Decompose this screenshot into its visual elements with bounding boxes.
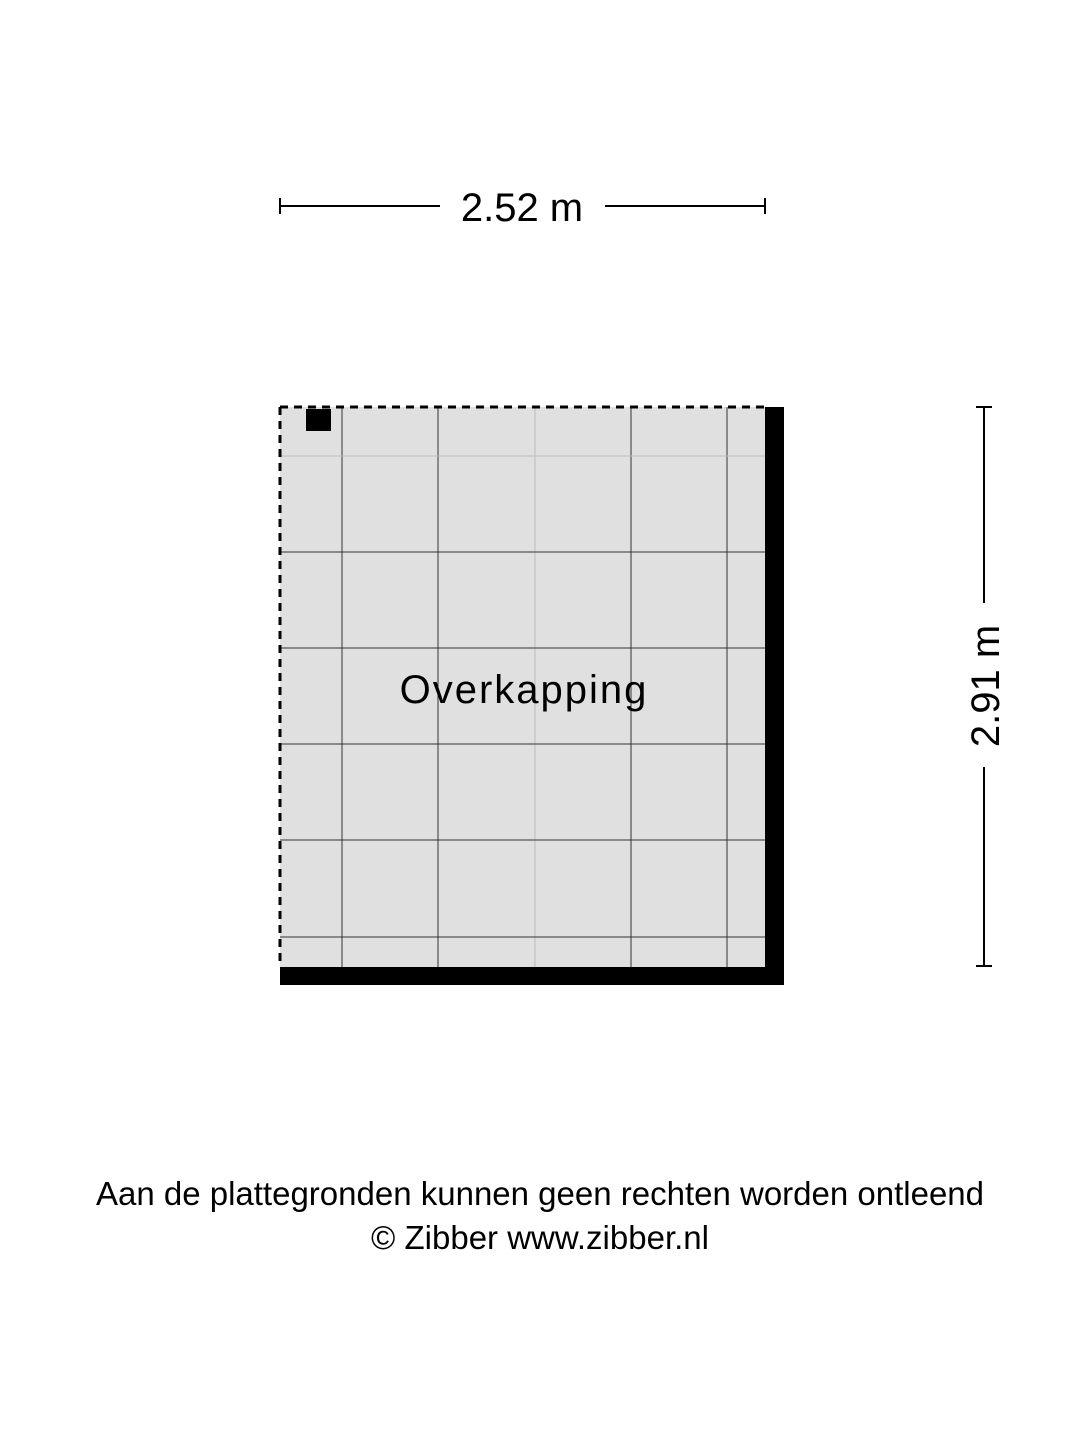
height-dimension (964, 407, 1008, 966)
wall-right (765, 407, 784, 985)
room-label: Overkapping (399, 668, 649, 712)
height-dimension-label: 2.91 m (964, 624, 1008, 748)
wall-bottom (280, 967, 784, 985)
room-overkapping (280, 407, 784, 985)
footer-copyright: © Zibber www.zibber.nl (371, 1219, 709, 1256)
width-dimension-label: 2.52 m (460, 186, 584, 230)
support-post (306, 409, 331, 431)
width-dimension (280, 186, 765, 230)
footer-disclaimer: Aan de plattegronden kunnen geen rechten worden ontleend (95, 1175, 985, 1212)
